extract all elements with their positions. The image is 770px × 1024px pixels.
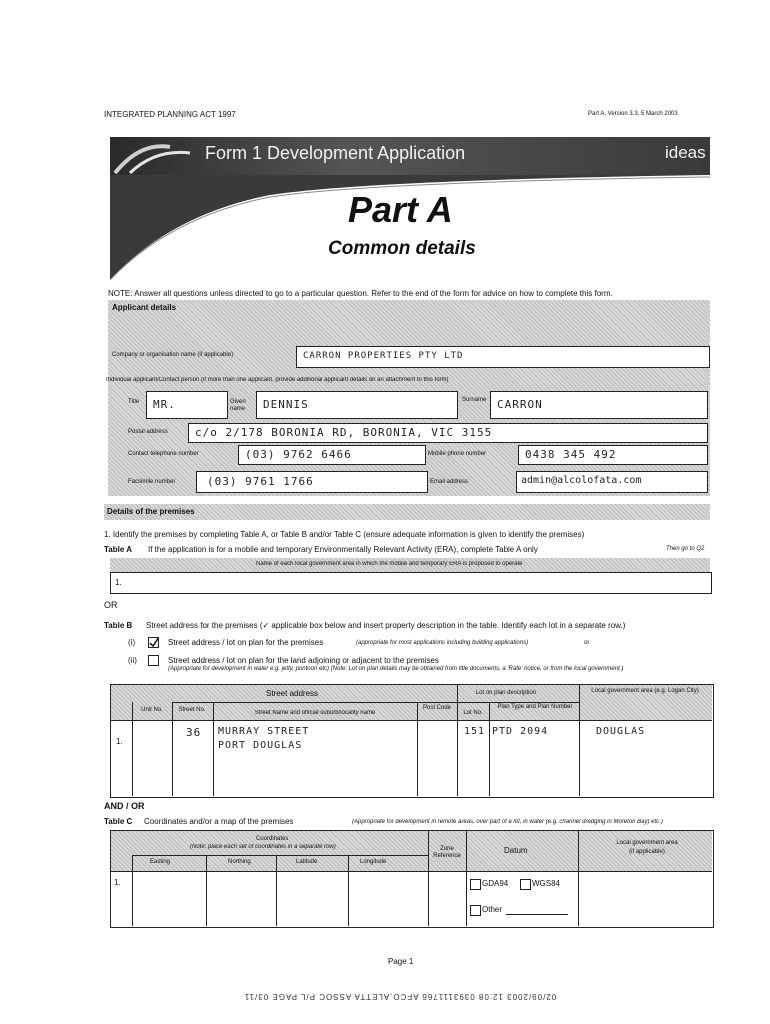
title-label: Title [128, 399, 140, 405]
table-a-header-text: Name of each local government area in which the mobile and temporary ERA is proposed to operate [256, 561, 523, 567]
or-label: OR [104, 600, 118, 610]
table-b-label: Table B [104, 621, 133, 630]
surname-field[interactable] [490, 391, 708, 419]
datum-other-checkbox[interactable] [470, 905, 481, 916]
title-value: MR. [153, 398, 176, 411]
given-name-value: DENNIS [263, 398, 309, 411]
note-text: NOTE: Answer all questions unless directed to go to a particular question. Refer to the end of the form for advice on how to complete this form. [108, 289, 613, 298]
postal-value: c/o 2/178 BORONIA RD, BORONIA, VIC 3155 [195, 426, 493, 439]
email-value: admin@alcolofata.com [521, 475, 642, 486]
fax-field[interactable] [196, 471, 428, 493]
datum-other-label: Other [482, 905, 503, 914]
table-c-coord-note: (Note: place each set of coordinates in a separate row) [190, 844, 336, 850]
table-c-coordinates: Coordinates [256, 836, 289, 842]
option-1-note: (appropriate for most applications including building applications) [356, 640, 529, 646]
table-b-text: Street address for the premises (✓ applicable box below and insert property description in the table. Identify each lot in a separate row.) [146, 621, 626, 630]
street-no-value: 36 [186, 726, 202, 739]
plan-value: PTD 2094 [492, 726, 549, 737]
table-a-row[interactable] [110, 572, 712, 594]
check-icon [149, 638, 158, 647]
col-lot-no: Lot No. [463, 710, 483, 716]
table-c-label: Table C [104, 817, 133, 826]
ideas-logo: ideas [665, 143, 706, 162]
table-a-text: If the application is for a mobile and temporary Environmentally Relevant Activity (ERA), complete Table A only [148, 545, 538, 554]
option-2-num: (ii) [128, 656, 137, 665]
email-field[interactable] [516, 471, 708, 493]
act-name: INTEGRATED PLANNING ACT 1997 [104, 110, 236, 119]
company-field[interactable] [296, 346, 710, 368]
given-name-field[interactable] [256, 391, 458, 419]
table-b-head-lga: Local government area (e.g. Logan City) [591, 688, 699, 694]
datum-wgs84-checkbox[interactable] [520, 879, 531, 890]
table-c-text: Coordinates and/or a map of the premises [144, 817, 294, 826]
company-label: Company or organisation name (if applicable) [112, 352, 234, 358]
col-northing: Northing [228, 859, 251, 865]
option-2-note: (Appropriate for development in water e.g. jetty, pontoon etc) (Note: Lot on plan details may be obtained from title documents, a 'Rate' notice, or from the local government.) [168, 666, 624, 672]
table-b-head-lot: Lot on plan description [475, 690, 537, 696]
col-zone-reference: Zone Reference [433, 846, 461, 859]
lot-no-value: 151 [464, 726, 486, 737]
phone-field[interactable] [238, 445, 426, 465]
table-b-head-street: Street address [266, 689, 319, 698]
datum-wgs84-label: WGS84 [532, 879, 561, 888]
surname-value: CARRON [497, 398, 543, 411]
col-latitude: Latitude [296, 859, 318, 865]
table-c-row-num: 1. [114, 878, 121, 887]
individual-label: Individual applicant/Contact person (if more than one applicant, provide additional applicant details on an attachment to this form) [106, 377, 449, 383]
question-1: 1. Identify the premises by completing Table A, or Table B and/or Table C (ensure adequate information is given to identify the premises) [104, 530, 585, 539]
part-heading: Part A [348, 189, 453, 230]
page-number: Page 1 [388, 957, 414, 966]
fax-label: Facsimile number [128, 479, 176, 485]
col-lga-note: (if applicable) [629, 849, 665, 855]
street-name-line-2: PORT DOUGLAS [218, 740, 303, 751]
banner-title: Form 1 Development Application [205, 143, 466, 163]
col-post-code: Post Code [422, 705, 452, 711]
mobile-field[interactable] [518, 445, 708, 465]
table-b-row-num: 1. [116, 737, 123, 746]
postal-label: Postal address [128, 429, 168, 435]
mobile-label: Mobile phone number [428, 451, 487, 457]
swoosh-graphic [110, 137, 210, 175]
col-plan: Plan Type and Plan Number [497, 704, 573, 710]
table-a-row-num: 1. [115, 578, 122, 587]
mobile-value: 0438 345 492 [525, 448, 617, 461]
applicant-section-label: Applicant details [112, 303, 177, 312]
and-or-label: AND / OR [104, 801, 145, 811]
street-name-line-1: MURRAY STREET [218, 726, 310, 737]
surname-label: Surname [462, 397, 487, 403]
table-a-goto: Then go to Q2 [666, 546, 705, 552]
company-value: CARRON PROPERTIES PTY LTD [303, 351, 464, 361]
option-2-text: Street address / lot on plan for the land adjoining or adjacent to the premises [168, 656, 439, 665]
col-unit: Unit No. [141, 707, 163, 713]
datum-gda94-checkbox[interactable] [470, 879, 481, 890]
premises-section-label: Details of the premises [107, 507, 195, 516]
title-field[interactable] [146, 391, 228, 419]
email-label: Email address [430, 479, 469, 485]
phone-label: Contact telephone number [128, 451, 199, 457]
option-1-or: or [584, 640, 590, 646]
postal-field[interactable] [188, 423, 708, 443]
given-name-label: Given name [230, 399, 246, 412]
fax-value: (03) 9761 1766 [207, 475, 314, 488]
fax-transmission-line: 02/09/2003 12:08 0393111766 AFCO.ALETTA ASSOC P/L PAGE 03/11 [243, 992, 557, 1001]
option-2-checkbox[interactable] [148, 655, 159, 666]
col-street-no: Street No. [178, 707, 206, 713]
lga-value: DOUGLAS [596, 726, 646, 737]
col-datum: Datum [504, 846, 528, 855]
title-banner [110, 137, 710, 175]
col-street-name: Street Name and official suburb/locality name [254, 710, 376, 716]
part-subtitle: Common details [328, 238, 476, 259]
option-1-num: (i) [128, 638, 136, 647]
col-easting: Easting [150, 859, 171, 865]
datum-gda94-label: GDA94 [482, 879, 509, 888]
option-1-checkbox[interactable] [148, 637, 159, 648]
table-a-label: Table A [104, 545, 133, 554]
form-version: Part A, Version 3.3, 5 March 2003 [588, 111, 678, 117]
col-lga: Local government area [616, 840, 678, 846]
table-c-note: (Appropriate for development in remote areas, over part of a lot, in water (e.g. channel dredging in Moreton Bay) etc.) [352, 819, 663, 825]
col-longitude: Longitude [360, 859, 387, 865]
phone-value: (03) 9762 6466 [245, 448, 352, 461]
option-1-text: Street address / lot on plan for the premises [168, 638, 324, 647]
heading-area [110, 175, 710, 280]
